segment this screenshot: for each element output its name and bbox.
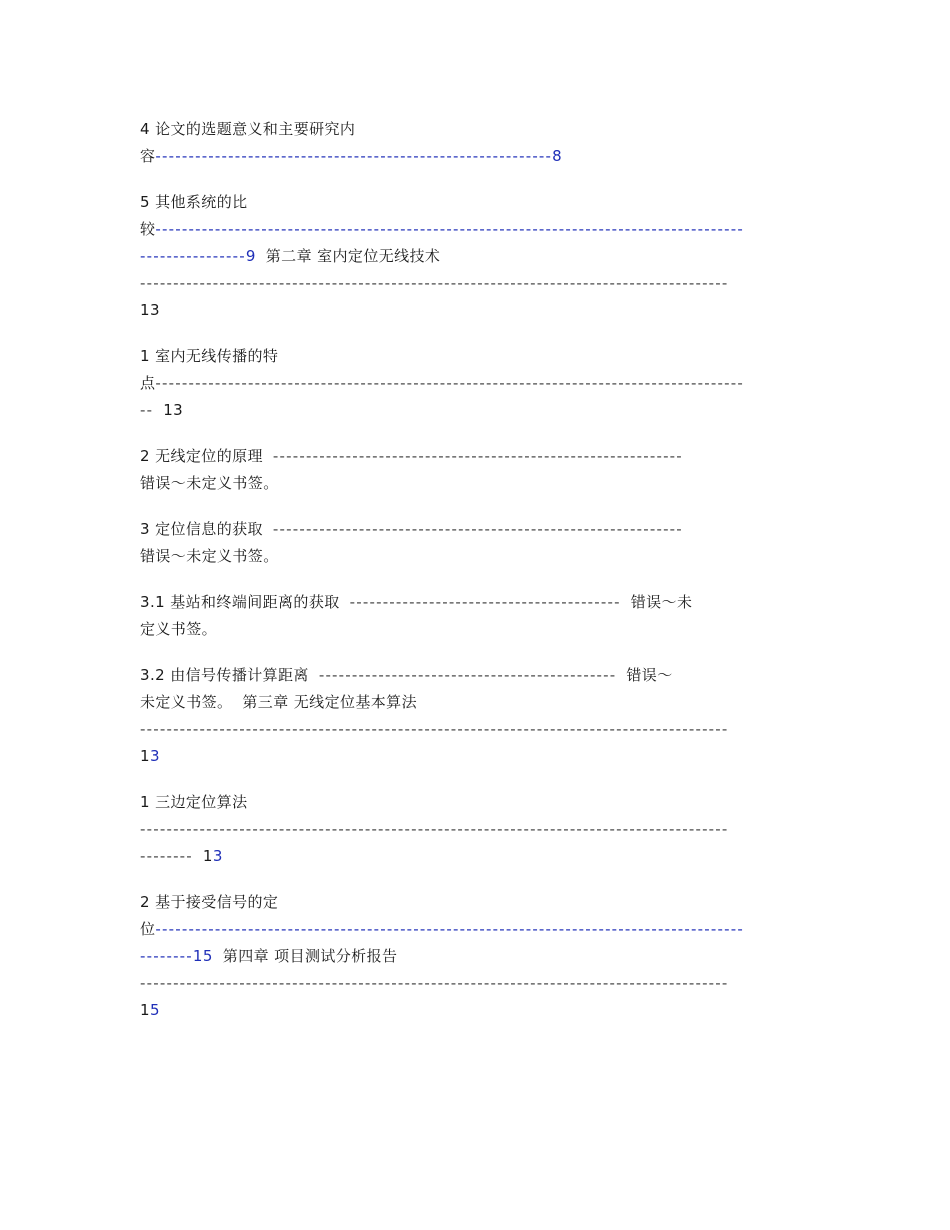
toc-entry-title [140,789,810,816]
leader-dots: ----------------------------------------------------------------------------------------- [140,974,729,992]
toc-entry-line[interactable] [140,370,810,397]
toc-entry-line[interactable] [140,843,810,870]
toc-entry-line[interactable] [140,397,810,424]
leader-dots: -------- [140,947,193,965]
toc-entry-line[interactable] [140,470,810,497]
toc-page-number[interactable]: 3 [212,847,223,865]
leader-dots: ---------------- [140,247,246,265]
toc-page-number[interactable]: 1 [140,747,150,765]
toc-page-ref[interactable]: 错误～ [626,666,673,684]
toc-entry-line[interactable] [140,616,810,643]
toc-entry-title-cont: 容 [140,147,156,165]
toc-leader-line [140,716,810,743]
toc-entry-line[interactable] [140,662,810,689]
leader-dots: -------------------------------------------------------------- [272,520,683,538]
toc-entry-line[interactable] [140,943,810,970]
toc-entry-title-text: 5 其他系统的比 [140,193,248,211]
toc-entry-line[interactable] [140,297,810,324]
toc-page-ref[interactable]: 错误～未定义书签。 [140,474,279,492]
leader-dots: ----------------------------------------------------------------------------------------- [140,820,729,838]
toc-entry-title [140,889,810,916]
toc-page-number[interactable]: 15 [192,947,213,965]
toc-entry-title-text: 3.2 由信号传播计算距离 [140,666,309,684]
toc-entry-title [140,189,810,216]
toc-page-number[interactable]: 13 [140,301,160,319]
leader-dots: -- [140,401,154,419]
leader-dots: ----------------------------------------------------------------------------------------- [140,720,729,738]
toc-entry-line[interactable] [140,589,810,616]
leader-dots: ----------------------------------------------------------------------------------------- [155,920,744,938]
toc-entry-line[interactable] [140,243,810,270]
toc-entry-title-text: 1 室内无线传播的特 [140,347,279,365]
leader-dots: ----------------------------------------------------------------------------------------- [140,274,729,292]
leader-dots: ----------------------------------------------------------------------------------------- [155,374,744,392]
toc-entry-title-text: 2 基于接受信号的定 [140,893,279,911]
toc-page-ref-cont[interactable]: 未定义书签。 [140,693,233,711]
toc-entry-line[interactable] [140,543,810,570]
toc-chapter-title: 第二章 室内定位无线技术 [265,247,441,265]
toc-entry-line[interactable] [140,516,810,543]
toc-page-number[interactable]: 13 [163,401,184,419]
toc-entry-line[interactable] [140,443,810,470]
toc-entry-title-text: 4 论文的选题意义和主要研究内 [140,120,356,138]
toc-page-ref[interactable]: 错误～未定义书签。 [140,547,279,565]
toc-entry-line[interactable] [140,997,810,1024]
toc-page-number[interactable]: 1 [202,847,213,865]
toc-entry-title [140,343,810,370]
toc-entry-title-cont: 点 [140,374,156,392]
leader-dots: --------------------------------------------- [318,666,617,684]
leader-dots: ----------------------------------------------------------------------------------------- [155,220,744,238]
leader-dots: -------------------------------------------------------------- [272,447,683,465]
toc-page-number[interactable]: 3 [149,747,160,765]
toc-entry-line[interactable] [140,143,810,170]
toc-leader-line [140,970,810,997]
toc-chapter-title: 第四章 项目测试分析报告 [222,947,398,965]
toc-entry-title-text: 1 三边定位算法 [140,793,248,811]
toc-entry-title-text: 3.1 基站和终端间距离的获取 [140,593,340,611]
toc-chapter-title: 第三章 无线定位基本算法 [242,693,417,711]
toc-page-ref[interactable]: 错误～未 [630,593,693,611]
toc-page-number[interactable]: 5 [149,1001,160,1019]
toc-entry-title-cont: 位 [140,920,156,938]
toc-page-number[interactable]: 1 [140,1001,150,1019]
toc-leader-line [140,816,810,843]
toc-page-number[interactable]: 8 [552,147,563,165]
toc-page-ref-cont[interactable]: 定义书签。 [140,620,218,638]
leader-dots: ----------------------------------------- [349,593,621,611]
leader-dots: ------------------------------------------------------------ [155,147,553,165]
toc-page-number[interactable]: 9 [245,247,256,265]
toc-entry-title-text: 2 无线定位的原理 [140,447,263,465]
toc-leader-line [140,270,810,297]
toc-entry-title-cont: 较 [140,220,156,238]
toc-entry-line[interactable] [140,916,810,943]
toc-entry-title-text: 3 定位信息的获取 [140,520,263,538]
leader-dots: -------- [140,847,193,865]
toc-entry-line[interactable] [140,743,810,770]
toc-entry-line[interactable] [140,216,810,243]
toc-entry-line[interactable] [140,689,810,716]
toc-entry-title [140,116,810,143]
